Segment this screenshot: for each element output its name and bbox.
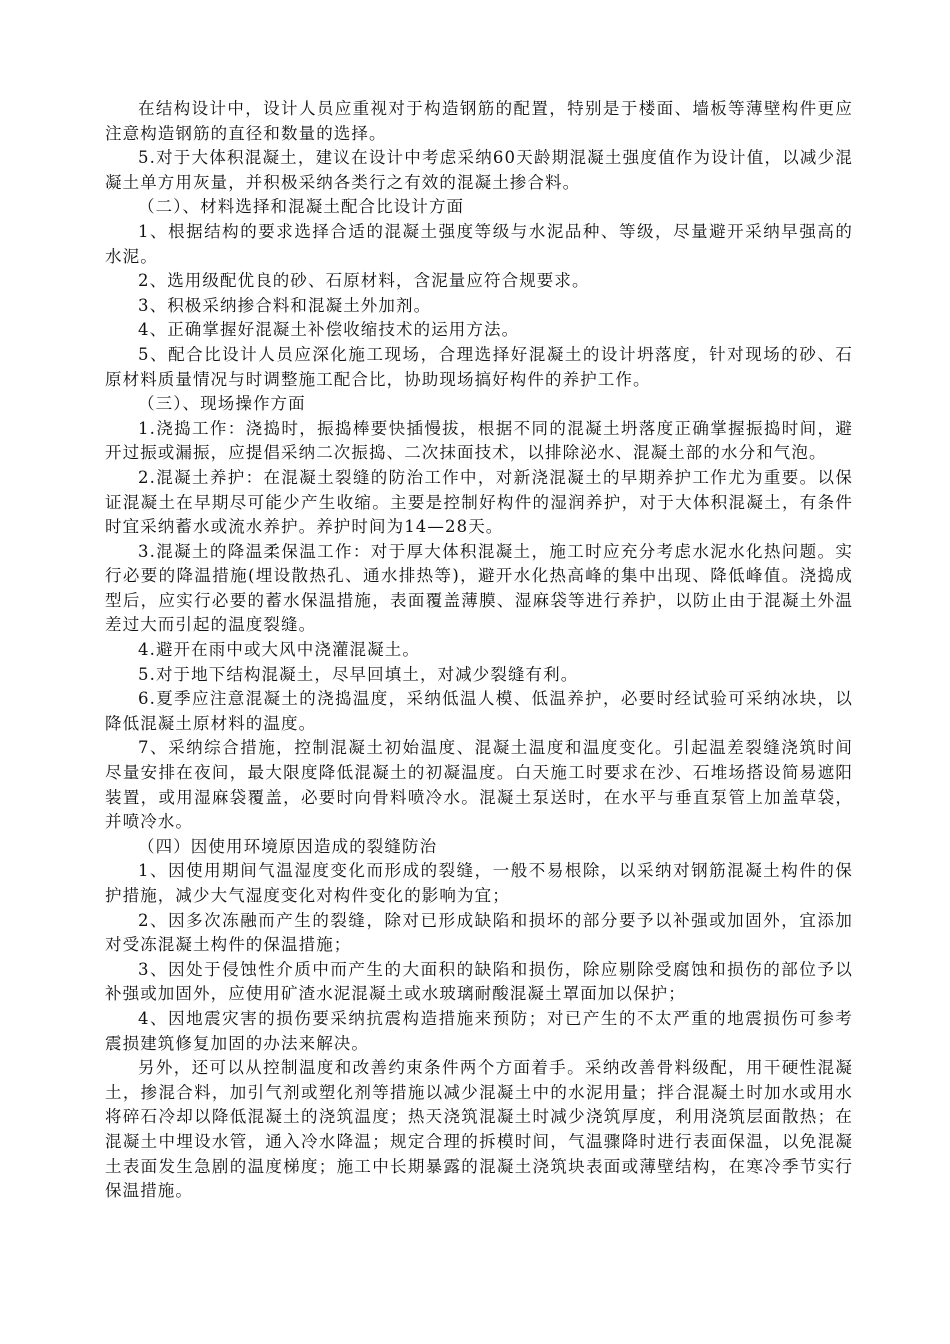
section-heading-environment: （四）因使用环境原因造成的裂缝防治: [138, 836, 438, 856]
list-item: 4.避开在雨中或大风中浇灌混凝土。: [138, 640, 420, 660]
list-item: 2、因多次冻融而产生的裂缝，除对已形成缺陷和损坏的部分要予以补强或加固外，宜添加对受冻混凝土构件的保温措施；: [105, 910, 853, 955]
list-item: 4、正确掌握好混凝土补偿收缩技术的运用方法。: [138, 320, 520, 340]
list-item: 1、根据结构的要求选择合适的混凝土强度等级与水泥品种、等级，尽量避开采纳早强高的水泥。: [105, 221, 853, 266]
paragraph-additional-measures: 另外，还可以从控制温度和改善约束条件两个方面着手。采纳改善骨料级配，用干硬性混凝土，掺混合料，加引气剂或塑化剂等措施以减少混凝土中的水泥用量；拌合混凝土时加水或用水将碎石冷却以降低混凝土的浇筑温度；热天浇筑混凝土时减少浇筑厚度，利用浇筑层面散热；在混凝土中埋设水管，通入冷水降温；规定合理的拆模时间，气温骤降时进行表面保温，以免混凝土表面发生急剧的温度梯度；施工中长期暴露的混凝土浇筑块表面或薄壁结构，在寒冷季节实行保温措施。: [105, 1058, 853, 1201]
section-heading-site-operations: （三）、现场操作方面: [138, 394, 306, 414]
list-item: 2.混凝土养护：在混凝土裂缝的防治工作中，对新浇混凝土的早期养护工作尤为重要。以保证混凝土在早期尽可能少产生收缩。主要是控制好构件的湿润养护，对于大体积混凝土，有条件时宜采纳蓄水或流水养护。养护时间为14—28天。: [105, 467, 853, 537]
list-item: 3、积极采纳掺合料和混凝土外加剂。: [138, 295, 432, 315]
document-body: [105, 97, 853, 1204]
paragraph-structural-rebar: 在结构设计中，设计人员应重视对于构造钢筋的配置，特别是于楼面、墙板等薄壁构件更应注意构造钢筋的直径和数量的选择。: [105, 99, 853, 143]
paragraph-item-5-mass-concrete: 5.对于大体积混凝土，建议在设计中考虑采纳60天龄期混凝土强度值作为设计值，以减少混凝土单方用灰量，并积极采纳各类行之有效的混凝土掺合料。: [105, 148, 853, 192]
list-item: 4、因地震灾害的损伤要采纳抗震构造措施来预防；对已产生的不太严重的地震损伤可参考震损建筑修复加固的办法来解决。: [105, 1008, 853, 1053]
list-item: 2、选用级配优良的砂、石原材料，含泥量应符合规要求。: [138, 271, 590, 291]
list-item: 1.浇捣工作：浇捣时，振捣棒要快插慢拔，根据不同的混凝土坍落度正确掌握振捣时间，避开过振或漏振，应提倡采纳二次振捣、二次抹面技术，以排除泌水、混凝土部的水分和气泡。: [105, 418, 853, 463]
list-item: 6.夏季应注意混凝土的浇捣温度，采纳低温人模、低温养护，必要时经试验可采纳冰块，以降低混凝土原材料的温度。: [105, 689, 853, 733]
list-item: 3、因处于侵蚀性介质中而产生的大面积的缺陷和损伤，除应剔除受腐蚀和损伤的部位予以补强或加固外，应使用矿渣水泥混凝土或水玻璃耐酸混凝土罩面加以保护；: [105, 959, 853, 1004]
list-item: 5.对于地下结构混凝土，尽早回填土，对减少裂缝有利。: [138, 664, 579, 684]
list-item: 7、采纳综合措施，控制混凝土初始温度、混凝土温度和温度变化。引起温差裂缝浇筑时间尽量安排在夜间，最大限度降低混凝土的初凝温度。白天施工时要求在沙、石堆场搭设简易遮阳装置，或用湿麻袋覆盖，必要时向骨料喷冷水。混凝土泵送时，在水平与垂直泵管上加盖草袋，并喷冷水。: [105, 738, 853, 832]
list-item: 3.混凝土的降温柔保温工作：对于厚大体积混凝土，施工时应充分考虑水泥水化热问题。实行必要的降温措施(埋设散热孔、通水排热等)，避开水化热高峰的集中出现、降低峰值。浇捣成型后，应实行必要的蓄水保温措施，表面覆盖薄膜、湿麻袋等进行养护，以防止由于混凝土外温差过大而引起的温度裂缝。: [105, 541, 853, 635]
list-item: 1、因使用期间气温湿度变化而形成的裂缝，一般不易根除，以采纳对钢筋混凝土构件的保护措施，减少大气湿度变化对构件变化的影响为宜；: [105, 861, 853, 905]
list-item: 5、配合比设计人员应深化施工现场，合理选择好混凝土的设计坍落度，针对现场的砂、石原材料质量情况与时调整施工配合比，协助现场搞好构件的养护工作。: [105, 344, 853, 389]
section-heading-materials: （二）、材料选择和混凝土配合比设计方面: [138, 197, 465, 217]
